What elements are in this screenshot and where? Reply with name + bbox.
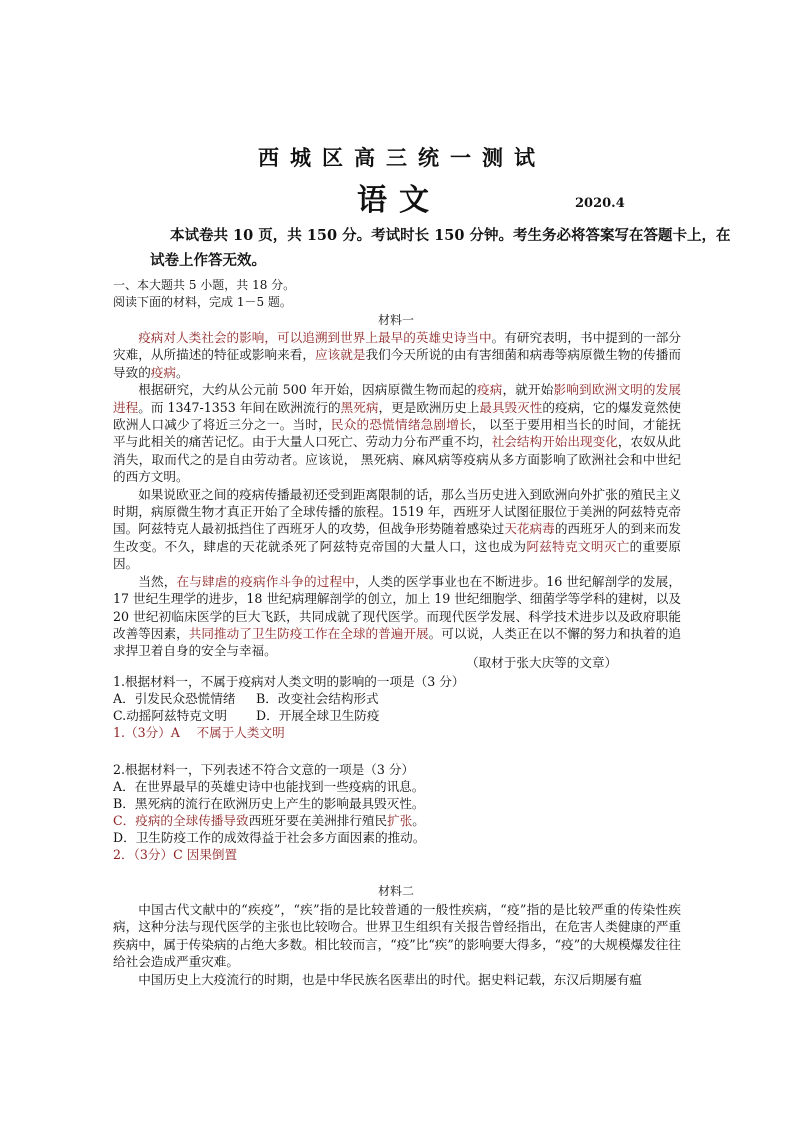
text: 的重要原因。	[113, 538, 682, 572]
highlight: 共同推动了卫生防疫工作在全球的普遍开展	[188, 625, 429, 641]
highlight: 影响到欧洲文明的发展进程	[113, 382, 682, 415]
material2-title: 材料二	[378, 884, 415, 898]
section-heading: 一、本大题共 5 小题，共 18 分。	[113, 278, 296, 292]
q1-option-b: B．改变社会结构形式	[256, 691, 379, 706]
highlight: 天花病毒	[504, 521, 555, 537]
highlight: C．疫病的全球传播导致	[113, 813, 249, 828]
material1-paragraph-4	[113, 573, 681, 660]
text: ， 以至于要用相当长的时间，才能抚平与此相关的痛苦记忆。由于大量人口死亡、劳动力分布严重不均，	[113, 417, 681, 450]
q2-answer: 2．（3分）C 因果倒置	[113, 847, 238, 862]
text: ，人类的医学事业也在不断进步。16 世纪解剖学的发展，17 世纪生理学的进步，18 世纪病理解剖学的创立，加上 19 世纪细胞学、细菌学等学科的建树，以及 20 世纪初临床医学的巨大飞跃，共同成就了现代医学。而现代医学发展、科学技术进步以及政府职能改善等因素，	[113, 573, 682, 641]
text: ，就开始	[502, 382, 554, 398]
highlight: 在与肆虐的疫病作斗争的过程中	[176, 573, 355, 589]
material2-text	[113, 901, 681, 988]
highlight: 民众的恐慌情绪急剧增长	[330, 417, 472, 433]
q2-option-c	[113, 815, 425, 828]
q2-stem: 2.根据材料一，下列表述不符合文意的一项是（3 分）	[113, 762, 415, 777]
material1-text	[113, 329, 681, 660]
text: 如果说欧亚之间的疫病传播最初还受到距离限制的话，那么当历史进入到欧洲向外扩张的殖民主义时期，病原微生物才真正开始了全球传播的旅程。1519 年，西班牙人试图征服位于美洲的阿兹特克帝国。阿兹特克人最初抵挡住了西班牙人的攻势，但战争形势随着感染过	[113, 486, 681, 537]
q2-option-d: D．卫生防疫工作的成效得益于社会多方面因素的推动。	[113, 830, 426, 845]
material2-paragraph-1: 中国古代文献中的“疾疫”，“疾”指的是比较普通的一般性疾病，“疫”指的是比较严重的传染性疾病，这种分法与现代医学的主张也比较吻合。世界卫生组织有关报告曾经指出，在危害人类健康的严重疾病中，属于传染病的占绝大多数。相比较而言，“疫”比“疾”的影响要大得多，“疫”的大规模爆发往往给社会造成严重灾难。	[113, 902, 681, 970]
subject-title: 语文	[357, 183, 441, 218]
text: 西班牙要在美洲排行殖民	[248, 813, 388, 828]
text: 。有研究表明，书中提到的一部分灾难，从所描述的特征或影响来看，	[113, 330, 682, 363]
text: 当然，	[138, 573, 177, 589]
exam-date: 2020.4	[575, 196, 625, 211]
material1-paragraph-1	[113, 329, 681, 381]
q2-option-a: A．在世界最早的英雄史诗中也能找到一些疫病的讯息。	[113, 779, 425, 794]
highlight: 疫病对人类社会的影响，可以追溯到世界上最早的英雄史诗当中	[138, 330, 492, 345]
q2-option-b: B．黑死病的流行在欧洲历史上产生的影响最具毁灭性。	[113, 796, 425, 811]
section-instruction: 阅读下面的材料，完成 1－5 题。	[113, 295, 292, 309]
exam-title: 西城区高三统一测试	[258, 145, 546, 170]
highlight: 疫病	[150, 364, 176, 380]
material1-title: 材料一	[378, 313, 415, 327]
highlight: 阿兹特克文明灭亡	[526, 538, 630, 554]
text: 我们今天所说的由有害细菌和病毒等病原微生物的传播而导致的	[113, 347, 682, 380]
highlight: 黑死病	[340, 399, 379, 415]
q1-option-c: C.动摇阿兹特克文明	[113, 708, 227, 723]
highlight: 社会结构开始出现变化	[491, 434, 618, 450]
text: 的西班牙人的到来而发生改变。不久，肆虐的天花就杀死了阿兹特克帝国的大量人口，这也成为	[113, 521, 682, 554]
text: 根据研究，大约从公元前 500 年开始，因病原微生物而起的	[138, 382, 477, 398]
text: 。可以说，人类正在以不懈的努力和执着的追求捍卫着自身的安全与幸福。	[113, 625, 682, 659]
highlight: 应该就是	[314, 347, 366, 363]
notice-line-2: 试卷上作答无效。	[150, 252, 266, 269]
q1-option-a: A．引发民众恐慌情绪	[113, 691, 236, 706]
highlight: 最具毁灭性	[479, 399, 543, 415]
notice-line-1: 本试卷共 10 页，共 150 分。考试时长 150 分钟。考生务必将答案写在答题卡上，在	[170, 227, 731, 244]
text: 。而 1347-1353 年间在欧洲流行的	[138, 399, 341, 415]
material1-paragraph-2	[113, 381, 681, 485]
text: 。	[412, 813, 425, 828]
highlight: 疫病	[476, 382, 503, 398]
q1-option-d: D．开展全球卫生防疫	[256, 708, 380, 723]
material2-paragraph-2: 中国历史上大疫流行的时期，也是中华民族名医辈出的时代。据史料记载，东汉后期屡有瘟	[138, 971, 642, 987]
highlight: 扩张	[387, 813, 413, 828]
q1-answer: 1.（3分）A 不属于人类文明	[113, 725, 285, 740]
material1-paragraph-3	[113, 486, 681, 573]
text: 的疫病，它的爆发竟然使欧洲人口减少了将近三分之一。当时，	[113, 399, 682, 433]
text: ，更是欧洲历史上	[378, 399, 480, 415]
text: 。	[175, 364, 189, 380]
q1-stem: 1.根据材料一，不属于疫病对人类文明的影响的一项是（3 分）	[113, 674, 465, 689]
material1-source: （取材于张大庆等的文章）	[466, 655, 618, 670]
text: ，农奴从此消失，取而代之的是自由劳动者。应该说， 黑死病、麻风病等疫病从多方面影响了欧洲社会和中世纪的西方文明。	[113, 434, 682, 485]
